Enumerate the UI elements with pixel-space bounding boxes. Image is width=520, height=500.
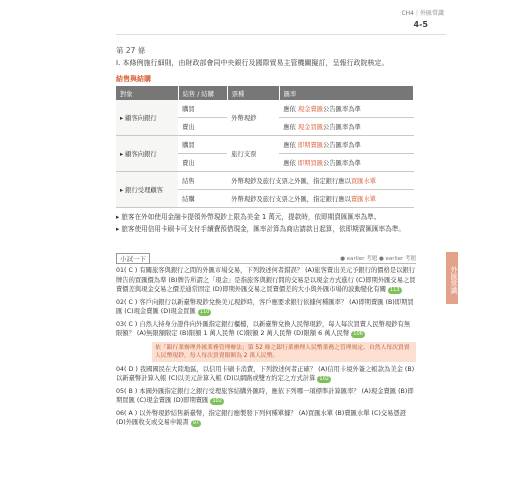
bullet-item: ▸ 旅客在外如使用金融卡提領外幣現鈔上限為美金 1 萬元，提款時，依即期賣匯匯率為準。 bbox=[116, 213, 381, 221]
side-tab: 外匯常識 bbox=[446, 252, 458, 304]
quiz-bar bbox=[116, 253, 416, 264]
type-cell: 外幣現鈔 bbox=[227, 100, 279, 136]
op-cell: 購買 bbox=[178, 136, 227, 154]
chevron-right-icon: ▸ bbox=[120, 115, 126, 122]
rate-cell: 應依 即期賣匯公告匯率為準 bbox=[279, 136, 413, 154]
table-row bbox=[116, 172, 414, 190]
op-cell: 結購 bbox=[178, 190, 227, 208]
table-row bbox=[116, 100, 414, 118]
year-tag: 110 bbox=[199, 309, 210, 315]
question-item: 01( C ) 有關旅客與銀行之間的外匯市場交易，下列敘述何者錯誤？ (A)旅客賣出美元予銀行的價格是以銀行牌告的買匯價為準 (B)牌告所謂之「現金」是指旅客與銀行間的交易是以現金方式進行 (C)即期外匯交易之買賣價差與現金交易之價差通常固定 (D)即期外匯交易之買賣價差的大小與外匯市場的波動變化有關 113 bbox=[116, 267, 416, 293]
year-tag: 102 bbox=[212, 398, 222, 404]
op-cell: 結售 bbox=[178, 172, 227, 190]
question-item: 04( D ) 我國國民在大陸地區，以信用卡刷卡消費，下列敘述何者正確？ (A)信用卡境外簽之帳款為美金 (B)以新臺幣計算入帳 (C)以美元計算入帳 (D)以網路或雙方約定之方式計算 102 bbox=[116, 365, 415, 382]
table-header-row bbox=[116, 86, 414, 100]
question-item: 06( A ) 以外幣現鈔結售新臺幣，指定銀行應製發下列何種單據？ (A)買匯水單 (B)賣匯水單 (C)交易憑證 (D)外匯收支或交易申報書 97 bbox=[116, 409, 407, 426]
rate-cell: 外幣現鈔及旅行支票之外匯，指定銀行應以賣匯水單 bbox=[227, 190, 413, 208]
section-title: 結售與結購 bbox=[116, 75, 151, 83]
page-number: 4-5 bbox=[413, 20, 428, 29]
op-cell: 賣出 bbox=[178, 154, 227, 172]
header-op: 結售 / 結購 bbox=[178, 86, 227, 100]
header-target: 對象 bbox=[116, 86, 178, 100]
article-text: I. 本條例施行細則，由財政部會同中央銀行及國際貿易主管機關擬訂，呈報行政院核定。 bbox=[116, 59, 389, 67]
chevron-right-icon: ▸ bbox=[120, 151, 126, 158]
explanation-note: 依「銀行業辦理外匯業務管理辦法」第 52 條之銀行業辦理人民幣業務之管理規定，自然人每次買賣人民幣現鈔，每人每次買賣限額為 2 萬人民幣。 bbox=[152, 342, 416, 362]
quiz-label: 小試一下 bbox=[116, 253, 150, 264]
category-cell: ▸ 銀行受理顧客 bbox=[116, 172, 178, 208]
rate-cell: 應依 現金買匯公告匯率為準 bbox=[279, 118, 413, 136]
quiz-legend: ● earlier 考題 ● earlier 考題 bbox=[340, 256, 416, 262]
rate-cell: 應依 現金賣匯公告匯率為準 bbox=[279, 100, 413, 118]
header-type: 票種 bbox=[227, 86, 279, 100]
header-rate: 匯率 bbox=[279, 86, 413, 100]
question-list bbox=[116, 266, 416, 431]
question-item: 02( C ) 客戶向銀行以新臺幣現鈔兌換美元現鈔時，客戶應要求銀行依據何種匯率？ (A)即期賣匯 (B)即期買匯 (C)現金賣匯 (D)現金買匯 110 bbox=[116, 298, 414, 315]
table-row bbox=[116, 136, 414, 154]
chapter-header: CH4｜外匯常識 bbox=[401, 10, 444, 17]
year-tag: 97 bbox=[192, 420, 200, 426]
exchange-table bbox=[116, 86, 414, 208]
category-cell: ▸ 顧客向銀行 bbox=[116, 100, 178, 136]
article-title: 第 27 條 bbox=[116, 46, 146, 55]
year-tag: 113 bbox=[389, 287, 400, 293]
category-cell: ▸ 顧客向銀行 bbox=[116, 136, 178, 172]
bullet-list bbox=[116, 212, 416, 236]
op-cell: 購買 bbox=[178, 100, 227, 118]
rate-cell: 應依 即期買匯公告匯率為準 bbox=[279, 154, 413, 172]
question-item: 03( C ) 自然人持身分證件向外匯指定銀行櫃檯，以新臺幣兌換人民幣現鈔，每人每次買賣人民幣現鈔有無限額？ (A)無限額限定 (B)限額 1 萬人民幣 (C)限額 2 萬人民幣 (D)限額 6 萬人民幣 106 bbox=[116, 320, 411, 337]
year-tag: 102 bbox=[319, 376, 329, 382]
bullet-item: ▸ 旅客使用信用卡刷卡可支付手續費預借現金，匯率計算為商店請款日起算，依即期賣匯匯率為準。 bbox=[116, 225, 405, 233]
header-rule bbox=[116, 34, 446, 35]
question-item: 05( B ) 本國外匯指定銀行之銀行受理旅客結購外匯時，應依下列哪一項標準計算匯率？ (A)現金賣匯 (B)即期買匯 (C)現金賣匯 (D)即期賣匯 102 bbox=[116, 387, 414, 404]
rate-cell: 外幣現鈔及旅行支票之外匯，指定銀行應以買匯水單 bbox=[227, 172, 413, 190]
type-cell: 旅行支票 bbox=[227, 136, 279, 172]
year-tag: 106 bbox=[353, 331, 363, 337]
op-cell: 賣出 bbox=[178, 118, 227, 136]
chevron-right-icon: ▸ bbox=[120, 187, 126, 194]
